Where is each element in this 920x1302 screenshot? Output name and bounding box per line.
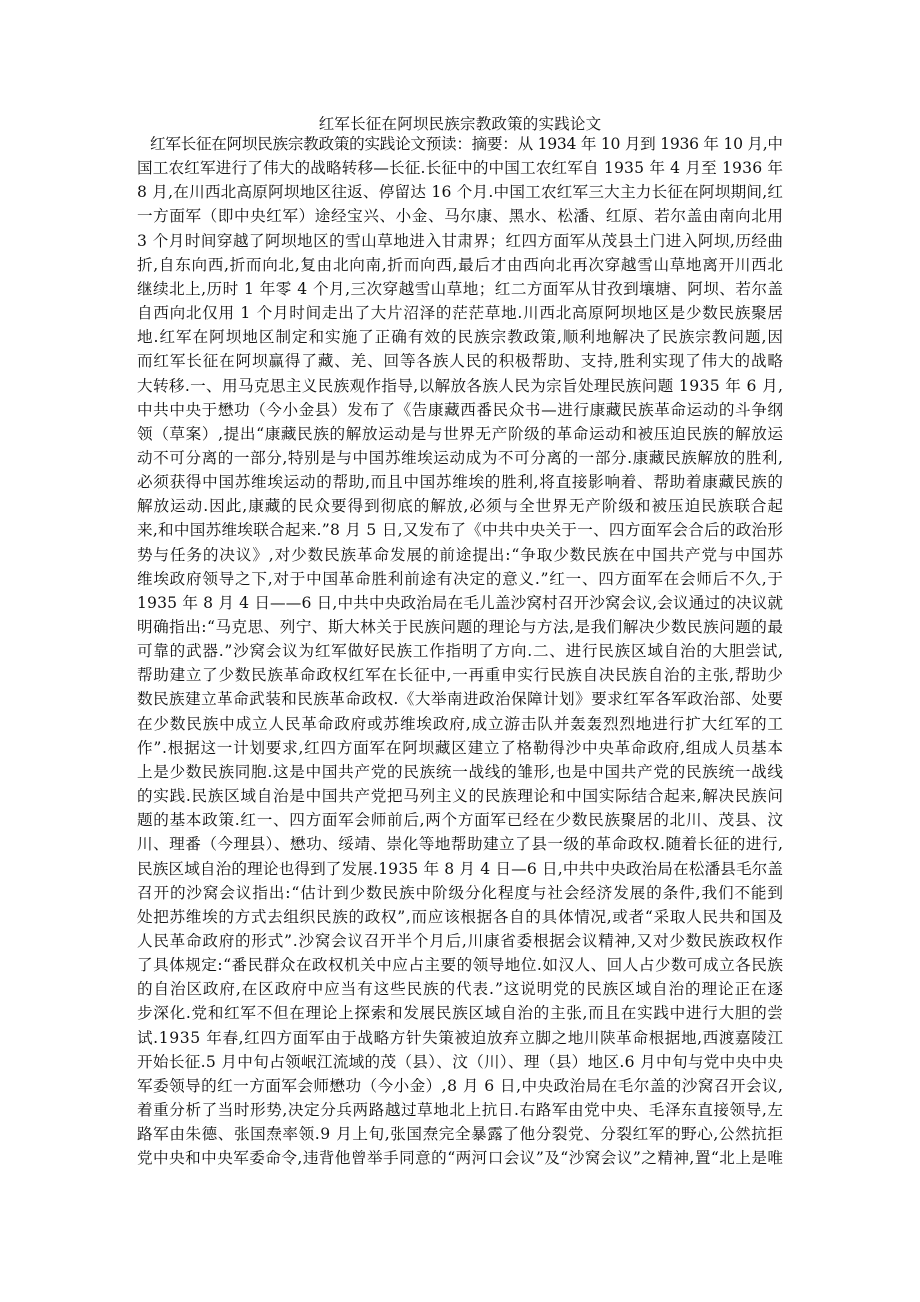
body-line: 的实践.民族区域自治是中国共产党把马列主义的民族理论和中国实际结合起来,解决民族问 <box>137 787 784 806</box>
body-line: 必须获得中国苏维埃运动的帮助,而且中国苏维埃的胜利,将直接影响着、帮助着康藏民族的 <box>137 473 784 492</box>
body-line: 步深化.党和红军不但在理论上探索和发展民族区域自治的主张,而且在实践中进行大胆的尝 <box>137 1004 784 1023</box>
body-line: 在少数民族中成立人民革命政府或苏维埃政府,成立游击队并轰轰烈烈地进行扩大红军的工 <box>137 714 784 733</box>
body-line: 折,自东向西,折而向北,复由北向南,折而向西,最后才由西向北再次穿越雪山草地离开川西北 <box>137 255 784 274</box>
body-line: 动不可分离的一部分,特别是与中国苏维埃运动成为不可分离的一部分.康藏民族解放的胜利, <box>137 448 784 467</box>
body-line: 一方面军（即中央红军）途经宝兴、小金、马尔康、黑水、松潘、红原、若尔盖由南向北用 <box>137 207 784 226</box>
body-line: 数民族建立革命武装和民族革命政权.《大举南进政治保障计划》要求红军各军政治部、处要 <box>137 690 784 709</box>
body-line: 3 个月时间穿越了阿坝地区的雪山草地进入甘肃界；红四方面军从茂县土门进入阿坝,历经曲 <box>137 231 784 250</box>
body-line: 党中央和中央军委命令,违背他曾举手同意的“两河口会议”及“沙窝会议”之精神,置“北上是唯 <box>137 1149 784 1168</box>
body-line: 民族区域自治的理论也得到了发展.1935 年 8 月 4 日—6 日,中共中央政治局在松潘县毛尔盖 <box>137 859 784 878</box>
body-line: 大转移.一、用马克思主义民族观作指导,以解放各族人民为宗旨处理民族问题 1935 年 6 月, <box>137 376 784 395</box>
body-line: 军委领导的红一方面军会师懋功（今小金）,8 月 6 日,中央政治局在毛尔盖的沙窝召开会议, <box>137 1076 784 1095</box>
body-line: 继续北上,历时 1 年零 4 个月,三次穿越雪山草地；红二方面军从甘孜到壤塘、阿坝、若尔盖 <box>137 279 784 298</box>
body-line: 帮助建立了少数民族革命政权红军在长征中,一再重申实行民族自决民族自治的主张,帮助少 <box>137 666 784 685</box>
body-line: 川、理番（今理县）、懋功、绥靖、崇化等地帮助建立了县一级的革命政权.随着长征的进行, <box>137 835 784 854</box>
body-line: 1935 年 8 月 4 日——6 日,中共中央政治局在毛儿盖沙窝村召开沙窝会议,会议通过的决议就 <box>137 593 784 612</box>
body-line: 国工农红军进行了伟大的战略转移—长征.长征中的中国工农红军自 1935 年 4 月至 1936 年 <box>137 159 784 178</box>
body-line: 上是少数民族同胞.这是中国共产党的民族统一战线的雏形,也是中国共产党的民族统一战线 <box>137 762 784 781</box>
body-line: 明确指出:“马克思、列宁、斯大林关于民族问题的理论与方法,是我们解决少数民族问题的最 <box>137 618 784 636</box>
body-line: 红军长征在阿坝民族宗教政策的实践论文预读：摘要：从 1934 年 10 月到 1936 年 10 月,中 <box>150 135 783 153</box>
body-line: 解放运动.因此,康藏的民众要得到彻底的解放,必须与全世界无产阶级和被压迫民族联合起 <box>137 497 784 516</box>
body-line: 来,和中国苏维埃联合起来.”8 月 5 日,又发布了《中共中央关于一、四方面军会合后的政治形 <box>137 521 784 540</box>
body-line: 路军由朱德、张国焘率领.9 月上旬,张国焘完全暴露了他分裂党、分裂红军的野心,公然抗拒 <box>137 1125 784 1144</box>
body-line: 作”.根据这一计划要求,红四方面军在阿坝藏区建立了格勒得沙中央革命政府,组成人员基本 <box>137 738 784 757</box>
body-line: 了具体规定:“番民群众在政权机关中应占主要的领导地位.如汉人、回人占少数可成立各民族 <box>137 956 784 975</box>
body-line: 而红军长征在阿坝赢得了藏、羌、回等各族人民的积极帮助、支持,胜利实现了伟大的战略 <box>137 352 784 371</box>
body-line: 势与任务的决议》,对少数民族革命发展的前途提出:“争取少数民族在中国共产党与中国苏 <box>137 545 784 564</box>
body-line: 领（草案）,提出“康藏民族的解放运动是与世界无产阶级的革命运动和被压迫民族的解放运 <box>137 424 784 443</box>
body-line: 维埃政府领导之下,对于中国革命胜利前途有决定的意义.”红一、四方面军在会师后不久,于 <box>137 569 784 588</box>
body-line: 人民革命政府的形式”.沙窝会议召开半个月后,川康省委根据会议精神,又对少数民族政权作 <box>137 931 784 950</box>
body-line: 试.1935 年春,红四方面军由于战略方针失策被迫放弃立脚之地川陕革命根据地,西渡嘉陵江 <box>137 1028 784 1047</box>
body-line: 中共中央于懋功（今小金县）发布了《告康藏西番民众书—进行康藏民族革命运动的斗争纲 <box>137 400 784 419</box>
body-line: 地.红军在阿坝地区制定和实施了正确有效的民族宗教政策,顺利地解决了民族宗教问题,因 <box>137 328 784 347</box>
document-title: 红军长征在阿坝民族宗教政策的实践论文 <box>318 115 602 133</box>
body-line: 召开的沙窝会议指出:“估计到少数民族中阶级分化程度与社会经济发展的条件,我们不能到 <box>137 883 784 902</box>
body-line: 开始长征.5 月中旬占领岷江流域的茂（县）、汶（川）、理（县）地区.6 月中旬与党中央中央 <box>137 1052 784 1071</box>
body-line: 8 月,在川西北高原阿坝地区往返、停留达 16 个月.中国工农红军三大主力长征在阿坝期间,红 <box>137 183 784 202</box>
body-line: 处把苏维埃的方式去组织民族的政权”,而应该根据各自的具体情况,或者“采取人民共和国及 <box>137 907 784 926</box>
body-line: 可靠的武器.”沙窝会议为红军做好民族工作指明了方向.二、进行民族区域自治的大胆尝试, <box>137 642 784 661</box>
body-line: 题的基本政策.红一、四方面军会师前后,两个方面军已经在少数民族聚居的北川、茂县、汶 <box>137 811 784 830</box>
body-line: 着重分析了当时形势,决定分兵两路越过草地北上抗日.右路军由党中央、毛泽东直接领导,左 <box>137 1101 784 1119</box>
body-line: 的自治区政府,在区政府中应当有这些民族的代表.”这说明党的民族区域自治的理论正在逐 <box>137 980 784 999</box>
body-line: 自西向北仅用 1 个月时间走出了大片沼泽的茫茫草地.川西北高原阿坝地区是少数民族聚居 <box>137 304 784 323</box>
